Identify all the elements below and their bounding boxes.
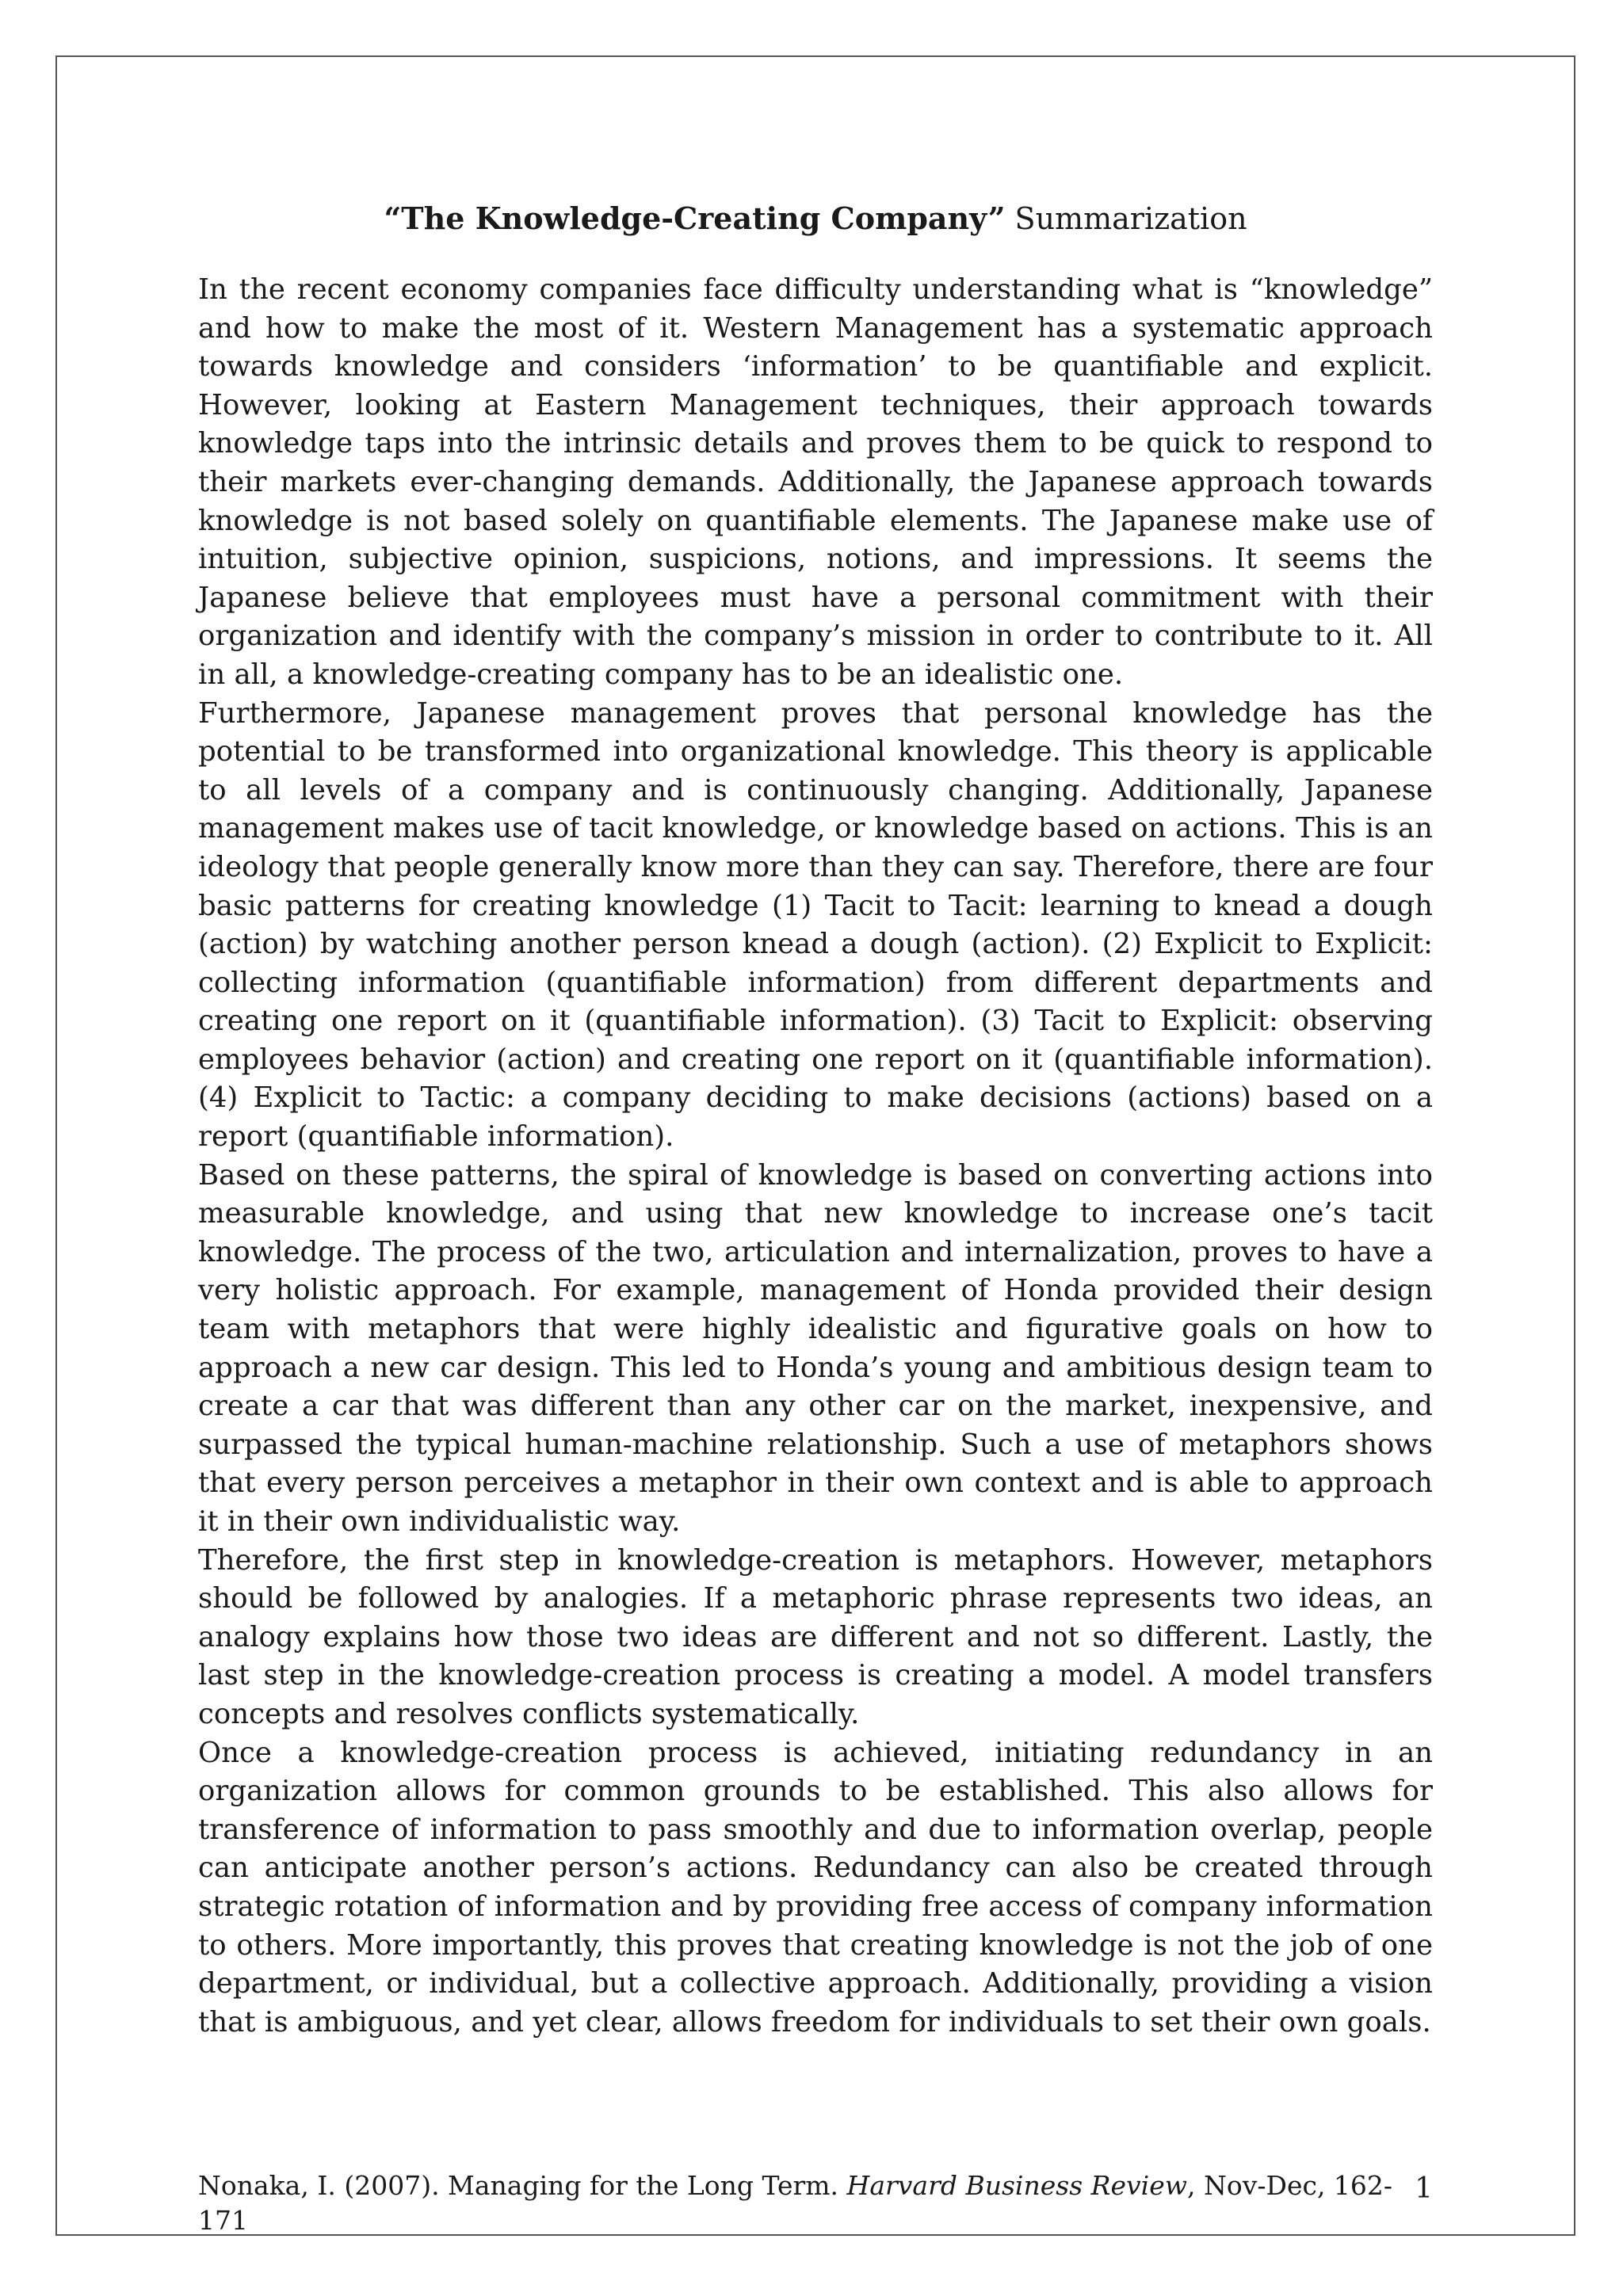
title-suffix: Summarization	[1005, 201, 1247, 236]
footer-citation	[198, 2170, 1392, 2236]
paragraph-4: Therefore, the first step in knowledge-creation is metaphors. However, metaphors should be followed by analogies. If a metaphoric phrase represents two ideas, an analogy explains how those two ideas are different and not so different. Lastly, the last step in the knowledge-creation process is creating a model. A model transfers concepts and resolves conflicts systematically.	[198, 1543, 1433, 1730]
citation-start: Nonaka, I. (2007). Managing for the Long Term.	[198, 2170, 847, 2201]
paragraph-1: In the recent economy companies face difficulty understanding what is “knowledge” and how to make the most of it. Western Management has a systematic approach towards knowledge and considers ‘information’ to be quantifiable and explicit. However, looking at Eastern Management techniques, their approach towards knowledge taps into the intrinsic details and proves them to be quick to respond to their markets ever-changing demands. Additionally, the Japanese approach towards knowledge is not based solely on quantifiable elements. The Japanese make use of intuition, subjective opinion, suspicions, notions, and impressions. It seems the Japanese believe that employees must have a personal commitment with their organization and identify with the company’s mission in order to contribute to it. All in all, a knowledge-creating company has to be an idealistic one.	[198, 273, 1433, 691]
paragraph-2: Furthermore, Japanese management proves that personal knowledge has the potential to be transformed into organizational knowledge. This theory is applicable to all levels of a company and is continuously changing. Additionally, Japanese management makes use of tacit knowledge, or knowledge based on actions. This is an ideology that people generally know more than they can say. Therefore, there are four basic patterns for creating knowledge (1) Tacit to Tacit: learning to knead a dough (action) by watching another person knead a dough (action). (2) Explicit to Explicit: collecting information (quantifiable information) from different departments and creating one report on it (quantifiable information). (3) Tacit to Explicit: observing employees behavior (action) and creating one report on it (quantifiable information). (4) Explicit to Tactic: a company deciding to make decisions (actions) based on a report (quantifiable information).	[198, 696, 1433, 1154]
paragraph-3: Based on these patterns, the spiral of knowledge is based on converting actions into measurable knowledge, and using that new knowledge to increase one’s tacit knowledge. The process of the two, articulation and internalization, proves to have a very holistic approach. For example, management of Honda provided their design team with metaphors that were highly idealistic and figurative goals on how to approach a new car design. This led to Honda’s young and ambitious design team to create a car that was different than any other car on the market, inexpensive, and surpassed the typical human-machine relationship. Such a use of metaphors shows that every person perceives a metaphor in their own context and is able to approach it in their own individualistic way.	[198, 1158, 1433, 1538]
citation-end: , Nov-Dec, 162- 171	[198, 2170, 1393, 2236]
title-quoted-name: “The Knowledge-Creating Company”	[384, 200, 1006, 236]
document-title	[198, 198, 1433, 239]
page-number: 1	[1415, 2172, 1433, 2205]
paragraph-5: Once a knowledge-creation process is achieved, initiating redundancy in an organization allows for common grounds to be established. This also allows for transference of information to pass smoothly and due to information overlap, people can anticipate another person’s actions. Redundancy can also be created through strategic rotation of information and by providing free access of company information to others. More importantly, this proves that creating knowledge is not the job of one department, or individual, but a collective approach. Additionally, providing a vision that is ambiguous, and yet clear, allows freedom for individuals to set their own goals.	[198, 1736, 1433, 2039]
page-footer	[198, 2168, 1433, 2238]
document-body	[198, 198, 1433, 2042]
citation-journal: Harvard Business Review	[846, 2170, 1187, 2201]
